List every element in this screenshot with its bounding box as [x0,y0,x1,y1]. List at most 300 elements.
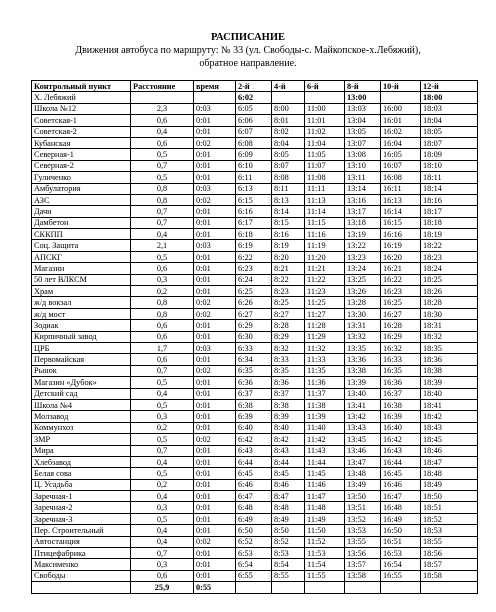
trip-6-cell: 11:46 [305,479,345,490]
distance-cell: 0,5 [131,377,194,388]
stop-cell: Мира [32,445,131,456]
trip-4-cell: 8:33 [272,354,305,365]
table-row [32,445,478,456]
trip-6-cell: 11:28 [305,320,345,331]
trip-2-cell: 6:34 [236,354,272,365]
trip-2-cell: 6:52 [236,536,272,547]
trip-10-cell: 16:51 [381,536,421,547]
start-trip-10 [381,92,421,103]
totals-empty-3 [305,582,345,593]
table-row [32,172,478,183]
time-cell: 0:01 [194,251,236,262]
trip-8-cell: 13:40 [345,388,381,399]
trip-12-cell: 18:56 [421,548,478,559]
trip-4-cell: 8:54 [272,559,305,570]
trip-6-cell: 11:23 [305,286,345,297]
trip-6-cell: 11:52 [305,536,345,547]
trip-6-cell: 11:39 [305,411,345,422]
trip-10-cell: 16:42 [381,434,421,445]
trip-6-cell: 11:19 [305,240,345,251]
table-row [32,388,478,399]
trip-8-cell: 13:51 [345,502,381,513]
total-distance: 25,9 [131,582,194,593]
trip-6-cell: 11:21 [305,263,345,274]
distance-cell: 0,8 [131,297,194,308]
trip-12-cell: 18:23 [421,251,478,262]
trip-12-cell: 18:09 [421,149,478,160]
trip-12-cell: 18:48 [421,468,478,479]
trip-4-cell: 8:46 [272,479,305,490]
trip-4-cell: 8:08 [272,172,305,183]
distance-cell: 0,5 [131,149,194,160]
trip-10-cell: 16:08 [381,172,421,183]
distance-cell: 0,6 [131,263,194,274]
trip-4-cell: 8:07 [272,160,305,171]
table-row [32,559,478,570]
time-cell: 0:01 [194,206,236,217]
trip-6-cell: 11:40 [305,422,345,433]
trip-6-cell: 11:38 [305,399,345,410]
stop-cell: Автостанция [32,536,131,547]
distance-cell: 0,6 [131,331,194,342]
trip-2-cell: 6:36 [236,377,272,388]
stop-cell: Дачи [32,206,131,217]
time-cell: 0:01 [194,548,236,559]
trip-12-cell: 18:57 [421,559,478,570]
trip-8-cell: 13:25 [345,274,381,285]
distance-cell: 0,5 [131,251,194,262]
trip-12-cell: 18:16 [421,194,478,205]
trip-8-cell: 13:04 [345,115,381,126]
trip-8-cell: 13:17 [345,206,381,217]
trip-2-cell: 6:48 [236,502,272,513]
page-title: РАСПИСАНИЕ [210,32,286,43]
trip-12-cell: 18:04 [421,115,478,126]
time-cell: 0:01 [194,126,236,137]
trip-10-cell: 16:23 [381,286,421,297]
trip-10-cell: 16:36 [381,377,421,388]
distance-cell: 0,2 [131,422,194,433]
distance-cell: 0,6 [131,354,194,365]
stop-cell: Заречная-1 [32,491,131,502]
trip-2-cell: 6:30 [236,331,272,342]
trip-6-cell: 11:00 [305,103,345,114]
distance-cell: 0,7 [131,365,194,376]
trip-6-cell: 11:54 [305,559,345,570]
trip-10-cell: 16:25 [381,297,421,308]
trip-4-cell: 8:25 [272,297,305,308]
trip-2-cell: 6:43 [236,445,272,456]
trip-8-cell: 13:49 [345,479,381,490]
table-row [32,411,478,422]
time-cell: 0:01 [194,525,236,536]
trip-4-cell: 8:04 [272,137,305,148]
trip-4-cell: 8:53 [272,548,305,559]
distance-cell: 0,3 [131,502,194,513]
table-row [32,308,478,319]
distance-cell: 0,5 [131,399,194,410]
time-cell: 0:01 [194,331,236,342]
trip-2-cell: 6:33 [236,342,272,353]
trip-12-cell: 18:10 [421,160,478,171]
header-trip-2: 2-й [236,81,272,92]
trip-10-cell: 16:50 [381,525,421,536]
trip-6-cell: 11:01 [305,115,345,126]
header-trip-12: 12-й [421,81,478,92]
table-row [32,137,478,148]
stop-cell: Первомайская [32,354,131,365]
stop-cell: ж/д вокзал [32,297,131,308]
trip-10-cell: 16:46 [381,479,421,490]
trip-12-cell: 18:26 [421,286,478,297]
trip-10-cell: 16:47 [381,491,421,502]
trip-8-cell: 13:28 [345,297,381,308]
table-row [32,513,478,524]
time-cell: 0:02 [194,308,236,319]
table-row [32,422,478,433]
trip-4-cell: 8:27 [272,308,305,319]
trip-2-cell: 6:55 [236,570,272,581]
trip-6-cell: 11:13 [305,194,345,205]
trip-12-cell: 18:19 [421,229,478,240]
trip-8-cell: 13:24 [345,263,381,274]
trip-2-cell: 6:29 [236,320,272,331]
trip-8-cell: 13:03 [345,103,381,114]
trip-4-cell: 8:35 [272,365,305,376]
stop-cell: Детский сад [32,388,131,399]
schedule-table [31,80,478,594]
trip-6-cell: 11:08 [305,172,345,183]
distance-cell: 0,6 [131,570,194,581]
header-distance: Расстояние [131,81,194,92]
table-row [32,434,478,445]
stop-cell: Амбулатория [32,183,131,194]
stop-cell: Коммунхоз [32,422,131,433]
distance-cell: 0,5 [131,172,194,183]
trip-8-cell: 13:47 [345,456,381,467]
trip-12-cell: 18:25 [421,274,478,285]
table-row [32,103,478,114]
time-cell: 0:02 [194,297,236,308]
totals-empty-6 [421,582,478,593]
time-cell: 0:02 [194,194,236,205]
time-cell: 0:01 [194,422,236,433]
stop-cell: Храм [32,286,131,297]
trip-4-cell: 8:55 [272,570,305,581]
table-row [32,263,478,274]
time-cell: 0:01 [194,479,236,490]
trip-4-cell: 8:37 [272,388,305,399]
trip-4-cell: 8:05 [272,149,305,160]
trip-10-cell: 16:04 [381,137,421,148]
table-row [32,342,478,353]
trip-10-cell: 16:16 [381,229,421,240]
trip-2-cell: 6:38 [236,399,272,410]
time-cell: 0:01 [194,570,236,581]
table-row [32,502,478,513]
time-cell: 0:01 [194,445,236,456]
stop-cell: Соц. Защита [32,240,131,251]
trip-8-cell: 13:36 [345,354,381,365]
start-stop: Х. Лебяжий [32,92,131,103]
trip-2-cell: 6:53 [236,548,272,559]
time-cell: 0:01 [194,559,236,570]
stop-cell: Ц. Усадьба [32,479,131,490]
trip-6-cell: 11:27 [305,308,345,319]
stop-cell: Свободы [32,570,131,581]
trip-4-cell: 8:49 [272,513,305,524]
trip-2-cell: 6:05 [236,103,272,114]
time-cell: 0:01 [194,229,236,240]
trip-8-cell: 13:39 [345,377,381,388]
table-row [32,468,478,479]
trip-12-cell: 18:36 [421,354,478,365]
trip-2-cell: 6:42 [236,434,272,445]
start-trip-2: 6:02 [236,92,272,103]
trip-6-cell: 11:20 [305,251,345,262]
table-row [32,274,478,285]
table-row [32,399,478,410]
trip-8-cell: 13:07 [345,137,381,148]
stop-cell: Советская-1 [32,115,131,126]
trip-6-cell: 11:33 [305,354,345,365]
trip-10-cell: 16:54 [381,559,421,570]
trip-6-cell: 11:02 [305,126,345,137]
trip-6-cell: 11:47 [305,491,345,502]
trip-12-cell: 18:46 [421,445,478,456]
trip-12-cell: 18:55 [421,536,478,547]
table-row [32,320,478,331]
distance-cell: 0,3 [131,274,194,285]
trip-2-cell: 6:35 [236,365,272,376]
trip-10-cell: 16:49 [381,513,421,524]
stop-cell: Северная-1 [32,149,131,160]
trip-4-cell: 8:42 [272,434,305,445]
trip-4-cell: 8:14 [272,206,305,217]
trip-4-cell: 8:39 [272,411,305,422]
trip-6-cell: 11:11 [305,183,345,194]
trip-8-cell: 13:22 [345,240,381,251]
trip-10-cell: 16:15 [381,217,421,228]
stop-cell: ж/д мост [32,308,131,319]
trip-4-cell: 8:52 [272,536,305,547]
trip-10-cell: 16:33 [381,354,421,365]
trip-10-cell: 16:02 [381,126,421,137]
trip-8-cell: 13:35 [345,342,381,353]
trip-10-cell: 16:21 [381,263,421,274]
trip-8-cell: 13:05 [345,126,381,137]
trip-6-cell: 11:32 [305,342,345,353]
stop-cell: 50 лет ВЛКСМ [32,274,131,285]
distance-cell: 0,6 [131,320,194,331]
trip-12-cell: 18:42 [421,411,478,422]
trip-2-cell: 6:22 [236,251,272,262]
trip-6-cell: 11:15 [305,217,345,228]
stop-cell: Кирпичный завод [32,331,131,342]
trip-2-cell: 6:06 [236,115,272,126]
table-row [32,297,478,308]
trip-8-cell: 13:53 [345,525,381,536]
trip-2-cell: 6:45 [236,468,272,479]
trip-12-cell: 18:41 [421,399,478,410]
trip-4-cell: 8:01 [272,115,305,126]
table-row [32,206,478,217]
time-cell: 0:01 [194,160,236,171]
time-cell: 0:02 [194,137,236,148]
table-row [32,570,478,581]
trip-10-cell: 16:14 [381,206,421,217]
stop-cell: Школа №4 [32,399,131,410]
trip-12-cell: 18:24 [421,263,478,274]
trip-4-cell: 8:44 [272,456,305,467]
trip-8-cell: 13:42 [345,411,381,422]
trip-8-cell: 13:58 [345,570,381,581]
trip-6-cell: 11:04 [305,137,345,148]
distance-cell: 0,6 [131,137,194,148]
stop-cell: Советская-2 [32,126,131,137]
trip-8-cell: 13:23 [345,251,381,262]
trip-12-cell: 18:28 [421,297,478,308]
table-row [32,491,478,502]
trip-8-cell: 13:14 [345,183,381,194]
trip-10-cell: 16:32 [381,342,421,353]
trip-4-cell: 8:00 [272,103,305,114]
table-row [32,365,478,376]
time-cell: 0:01 [194,286,236,297]
header-trip-10: 10-й [381,81,421,92]
stop-cell: Птицефабрика [32,548,131,559]
totals-empty-1 [236,582,272,593]
schedule-body [32,92,478,582]
distance-cell: 0,4 [131,525,194,536]
trip-12-cell: 18:50 [421,491,478,502]
trip-6-cell: 11:55 [305,570,345,581]
trip-4-cell: 8:36 [272,377,305,388]
distance-cell: 0,7 [131,445,194,456]
trip-8-cell: 13:32 [345,331,381,342]
time-cell: 0:03 [194,240,236,251]
trip-6-cell: 11:35 [305,365,345,376]
time-cell: 0:01 [194,491,236,502]
distance-cell: 2,3 [131,103,194,114]
stop-cell: Магазин «Дубок» [32,377,131,388]
trip-6-cell: 11:36 [305,377,345,388]
trip-12-cell: 18:11 [421,172,478,183]
trip-2-cell: 6:13 [236,183,272,194]
distance-cell: 0,4 [131,536,194,547]
table-row [32,115,478,126]
trip-10-cell: 16:45 [381,468,421,479]
table-row [32,286,478,297]
trip-10-cell: 16:27 [381,308,421,319]
trip-8-cell: 13:16 [345,194,381,205]
time-cell: 0:01 [194,354,236,365]
table-row [32,456,478,467]
stop-cell: Белая сова [32,468,131,479]
start-trip-12: 18:00 [421,92,478,103]
trip-2-cell: 6:19 [236,240,272,251]
page-subtitle [0,45,496,70]
start-time [194,92,236,103]
trip-8-cell: 13:55 [345,536,381,547]
trip-4-cell: 8:21 [272,263,305,274]
time-cell: 0:01 [194,411,236,422]
trip-12-cell: 18:58 [421,570,478,581]
distance-cell: 0,8 [131,194,194,205]
start-trip-8: 13:00 [345,92,381,103]
trip-4-cell: 8:40 [272,422,305,433]
trip-6-cell: 11:07 [305,160,345,171]
trip-8-cell: 13:45 [345,434,381,445]
trip-4-cell: 8:28 [272,320,305,331]
trip-4-cell: 8:45 [272,468,305,479]
trip-4-cell: 8:13 [272,194,305,205]
stop-cell: ЦРБ [32,342,131,353]
stop-cell: Молзавод [32,411,131,422]
trip-12-cell: 18:45 [421,434,478,445]
time-cell: 0:01 [194,217,236,228]
trip-6-cell: 11:29 [305,331,345,342]
stop-cell: Заречная-2 [32,502,131,513]
trip-2-cell: 6:39 [236,411,272,422]
trip-8-cell: 13:26 [345,286,381,297]
time-cell: 0:01 [194,377,236,388]
time-cell: 0:03 [194,183,236,194]
trip-6-cell: 11:50 [305,525,345,536]
trip-10-cell: 16:11 [381,183,421,194]
trip-10-cell: 16:53 [381,548,421,559]
trip-2-cell: 6:16 [236,206,272,217]
trip-10-cell: 16:55 [381,570,421,581]
stop-cell: ЗМР [32,434,131,445]
time-cell: 0:01 [194,172,236,183]
header-trip-4: 4-й [272,81,305,92]
distance-cell: 0,3 [131,411,194,422]
time-cell: 0:02 [194,434,236,445]
trip-12-cell: 18:47 [421,456,478,467]
trip-4-cell: 8:20 [272,251,305,262]
trip-6-cell: 11:49 [305,513,345,524]
trip-2-cell: 6:18 [236,229,272,240]
trip-4-cell: 8:50 [272,525,305,536]
trip-12-cell: 18:39 [421,377,478,388]
trip-8-cell: 13:10 [345,160,381,171]
trip-10-cell: 16:07 [381,160,421,171]
totals-row [32,582,478,593]
stop-cell: АПСКГ [32,251,131,262]
trip-2-cell: 6:11 [236,172,272,183]
trip-6-cell: 11:43 [305,445,345,456]
trip-2-cell: 6:15 [236,194,272,205]
trip-10-cell: 16:48 [381,502,421,513]
stop-cell: Северная-2 [32,160,131,171]
distance-cell: 0,8 [131,183,194,194]
trip-10-cell: 16:20 [381,251,421,262]
distance-cell: 0,7 [131,548,194,559]
header-stop: Контрольный пункт [32,81,131,92]
totals-empty-2 [272,582,305,593]
stop-cell: СККПП [32,229,131,240]
table-row [32,548,478,559]
trip-10-cell: 16:35 [381,365,421,376]
trip-4-cell: 8:47 [272,491,305,502]
header-time: время [194,81,236,92]
trip-2-cell: 6:23 [236,263,272,274]
table-row [32,217,478,228]
stop-cell: Пер. Строительный [32,525,131,536]
table-row [32,194,478,205]
trip-6-cell: 11:44 [305,456,345,467]
